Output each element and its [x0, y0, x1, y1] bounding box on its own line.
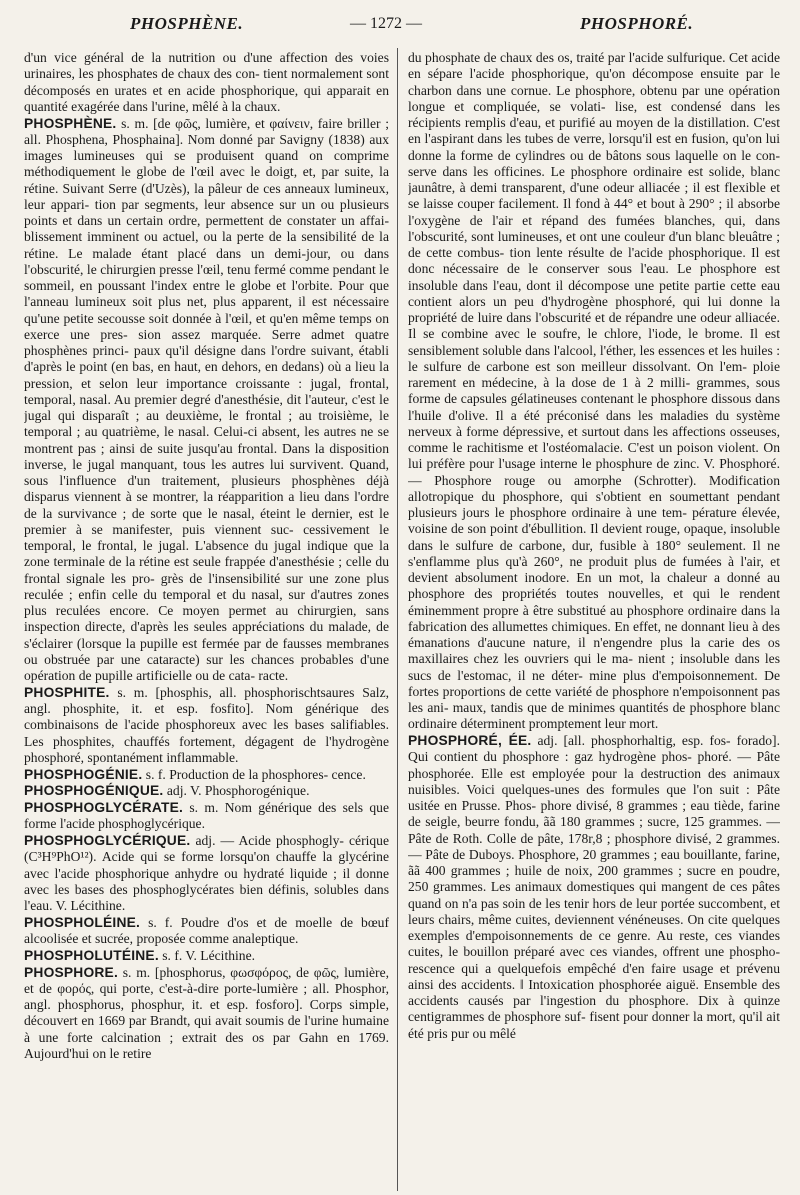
entry-text: s. f. Production de la phosphores- cence.: [145, 766, 366, 782]
entry-text: s. m. [phosphis, all. phosphorischtsaures Salz, angl. phosphite, it. et esp. fosfito]. Nom générique des combinaisons de l'acide phosphoreux avec les bases salifiables. Les phosphites, chauffés fortement, dégagent de l'hydrogène phosphoré, spontanément inflammable.: [24, 684, 389, 765]
entry-headword: PHOSPHORE.: [24, 964, 118, 980]
dictionary-entry: [408, 733, 780, 1042]
entry-headword: PHOSPHOLÉINE.: [24, 914, 141, 930]
dictionary-entry: [24, 116, 389, 685]
entry-text: adj. [all. phosphorhaltig, esp. fos- forado]. Qui contient du phosphore : gaz hydrogène phos- phoré. — Pâte phosphorée. Elle est employée pour la destruction des animaux nuisibles. Voici quelques-unes des formules que l'on suit : Pâte usitée en Prusse. Phos- phore divisé, 8 grammes ; eau tiède, farine de seigle, beurre fondu, ãã 180 grammes ; sucre, 125 grammes. — Pâte de Roth. Colle de pâte, 178r,8 ; phosphore divisé, 2 grammes. — Pâte de Duboys. Phosphore, 20 grammes ; eau bouillante, farine, ãã 400 grammes ; huile de noix, 200 grammes ; sucre en poudre, 250 grammes. Les animaux domestiques qui mangent de ces pâtes quand on n'a pas soin de les tenir hors de leur portée succombent, et leurs chairs, même cuites, deviennent vénéneuses. On cite quelques exemples d'empoisonnements de ce genre. Au reste, ces viandes cuites, le bouillon préparé avec ces viandes, offrent une phospho- rescence qui a quelquefois empêché d'en faire usage et prévenu ainsi des accidents. ‖ Intoxication phosphorée aiguë. Ensemble des accidents causés par l'ingestion du phosphore. Dix à quinze centigrammes de phosphore suf- fisent pour donner la mort, qu'il ait été pris pur ou mêlé: [408, 733, 780, 1041]
entry-headword: PHOSPHOGLYCÉRATE.: [24, 800, 184, 815]
entry-headword: PHOSPHITE.: [24, 684, 110, 700]
entry-text: s. m. [phosphorus, φωσφόρος, de φῶς, lumière, et de φορός, qui porte, c'est-à-dire porte-lumière ; all. Phosphor, angl. phosphorus, phosphur, it. et esp. fosforo]. Corps simple, découvert en 1669 par Brandt, qui avait soumis de l'urine humaine à une forte calcination ; extrait des os par Gahn en 1769. Aujourd'hui on le retire: [24, 964, 389, 1061]
running-head-left: PHOSPHÈNE.: [130, 14, 244, 33]
page-header: [20, 14, 784, 44]
dictionary-entry: [24, 833, 389, 914]
entry-text: s. m. [de φῶς, lumière, et φαίνειν, faire briller ; all. Phosphena, Phosphaina]. Nom donné par Savigny (1838) aux images lumineuses qui se produisent quand on comprime méthodiquement le globe de l'œil avec le doigt, et, par suite, la rétine. Suivant Serre (d'Uzès), la pâleur de ces anneaux lumineux, leur appari- tion par segments, leur absence sur un ou plusieurs points et dans un certain ordre, permettent de constater un affai- blissement imminent ou actuel, ou la perte de la sensibilité de la rétine. Le malade étant placé dans un demi-jour, ou dans l'obscurité, le chirurgien presse l'œil, tenu fermé comme pendant le sommeil, en poussant l'index entre le globe et l'orbite. Pour que l'anneau lumineux soit plus net, plus apparent, il est nécessaire qu'une petite secousse soit donnée à l'œil, et qu'en même temps on exerce une pres- sion assez marquée. Serre admet quatre phosphènes princi- paux qu'il désigne dans l'ordre suivant, établi d'après le point (en bas, en haut, en dehors, en dedans) où a lieu la pression, et selon leur importance croissante : jugal, frontal, temporal, nasal. Au premier degré d'anesthésie, dit l'auteur, c'est le jugal qui disparaît ; au deuxième, le frontal ; au troisième, le temporal ; au quatrième, le nasal. Celui-ci absent, les autres ne se montrent pas ; ainsi de suite jusqu'au frontal. Dans la disposition inverse, le jugal manquant, tous les autres lui survivent. Quand, sous l'influence d'un traitement, plusieurs phosphènes déjà disparus viennent à se montrer, la réapparition a lieu dans l'ordre de la survivance ; de sorte que le nasal, éteint le dernier, est le premier à se manifester, puis viennent suc- cessivement le temporal, le frontal, le jugal. L'absence du jugal indique que la zone terminale de la rétine est seule frappée d'anesthésie ; celle du frontal signale les pro- grès de l'insensibilité sur une zone plus reculée ; enfin celle du temporal et du nasal, sur d'autres zones plus reculées encore. Ce moyen permet au chirurgien, sans inspection directe, d'après les seules appréciations du malade, de s'éclairer (lorsque la pupille est fermée par de fausses membranes ou obstruée par une cataracte) sur les chances probables d'une opération de pupille artificielle ou de cata- racte.: [24, 115, 389, 683]
continuation-text: du phosphate de chaux des os, traité par l'acide sulfurique. Cet acide en sépare l'acide phosphorique, qu'on décompose ensuite par le charbon dans une cornue. Le phosphore, obtenu par une opération longue et compliquée, se volati- lise, est condensé dans les récipients remplis d'eau, et purifié au moyen de la distillation. C'est en l'aspirant dans les tubes de verre, lorsqu'il est en fusion, qu'on lui donne la forme de cylindres ou de bâtons sous laquelle on le con- serve dans les officines. Le phosphore ordinaire est solide, blanc jaunâtre, à demi transparent, d'une odeur alliacée ; il est flexible et se laisse couper facilement. Il fond à 44° et bout à 290° ; il absorbe l'oxygène de l'air et répand des fumées blanches, qui, dans l'obscurité, sont lumineuses, et ont une couleur d'un blanc bleuâtre ; de cette combus- tion lente résulte de l'acide phosphorique. Il est donc nécessaire de le conserver sous l'eau. Le phosphore est insoluble dans l'eau, dont il décompose une petite partie cette eau contient alors un peu d'hydrogène phosphoré, qui lui donne la propriété de luire dans l'obscurité et de répandre une odeur alliacée. Il se combine avec le soufre, le chlore, l'iode, le brome. Il est sensiblement soluble dans l'alcool, l'éther, les essences et les huiles : le sulfure de carbone est son meilleur dissolvant. On l'em- ploie rarement en médecine, à la dose de 1 à 2 milli- grammes, sous forme de capsules gélatineuses contenant le phosphore dissous dans l'huile d'olive. Il a été préconisé dans les maladies du système nerveux à forme dépressive, et surtout dans les affections osseuses, comme le rachitisme et l'ostéomalacie. C'est un poison violent. On lui préfère pour l'usage interne le phosphure de zinc. V. Phosphoré. — Phosphore rouge ou amorphe (Schrotter). Modification allotropique du phosphore, qui s'obtient en soumettant pendant plusieurs jours le phosphore ordinaire à une tem- pérature élevée, voisine de son point d'ébullition. Il devient rouge, opaque, insoluble dans le sulfure de carbone, dur, fusible à 180° seulement. Il ne s'enflamme plus qu'à 260°, ne produit plus de fumées à l'air, et devient absolument inodore. En un mot, la chaleur a donné au phosphore des propriétés toutes nouvelles, et qui le rendent éminemment propre à être substitué au phosphore ordinaire dans la fabrication des allumettes chimiques. En effet, ne donnant lieu à des émanations d'aucune nature, il n'engendre plus la carie des os maxillaires chez les ouvriers qui le ma- nient ; insoluble dans les sucs de l'estomac, il ne déter- mine plus d'empoisonnement. De fortes proportions de cette variété de phosphore n'empoisonnent pas les ani- maux, tandis que de minimes quantités de phosphore blanc ordinaire déterminent promptement leur mort.: [408, 50, 780, 732]
entry-text: s. m. Nom générique des sels que forme l'acide phosphoglycérique.: [24, 800, 389, 832]
dictionary-entry: [24, 965, 389, 1063]
right-column: [408, 50, 780, 1191]
entry-text: s. f. Poudre d'os et de moelle de bœuf alcoolisée et sucrée, proposée comme analeptique.: [24, 914, 389, 946]
page-number: — 1272 —: [350, 15, 422, 32]
dictionary-entry: [24, 915, 389, 948]
entry-text: adj. — Acide phosphogly- cérique (C³H⁹PhO¹²). Acide qui se forme lorsqu'on chauffe la glycérine avec l'acide phosphorique anhydre ou hydraté liquide ; il donne avec les bases des phosphoglycérates bien définis, solubles dans l'eau. V. Lécithine.: [24, 833, 389, 913]
entry-headword: PHOSPHOGÉNIE.: [24, 766, 143, 782]
left-column: [24, 50, 389, 1191]
entry-text: adj. V. Phosphorogénique.: [166, 783, 310, 799]
dictionary-entry: [24, 767, 389, 783]
entry-headword: PHOSPHÈNE.: [24, 115, 117, 131]
entry-headword: PHOSPHORÉ, ÉE.: [408, 733, 532, 748]
entry-headword: PHOSPHOGLYCÉRIQUE.: [24, 833, 191, 848]
continuation-text: d'un vice général de la nutrition ou d'une affection des voies urinaires, les phosphates de chaux des con- tient normalement sont décomposés en urates et en acide phosphorique, qui apparait en quantité exagérée dans l'urine, mêlé à la chaux.: [24, 50, 389, 114]
dictionary-entry: [24, 685, 389, 766]
entry-text: s. f. V. Lécithine.: [162, 947, 256, 963]
running-head-right: PHOSPHORÉ.: [580, 14, 694, 33]
column-divider: [397, 48, 398, 1191]
entry-headword: PHOSPHOLUTÉINE.: [24, 947, 159, 963]
dictionary-entry: [24, 800, 389, 833]
entry-headword: PHOSPHOGÉNIQUE.: [24, 783, 164, 799]
dictionary-entry: [24, 948, 389, 964]
dictionary-entry: [24, 783, 389, 799]
